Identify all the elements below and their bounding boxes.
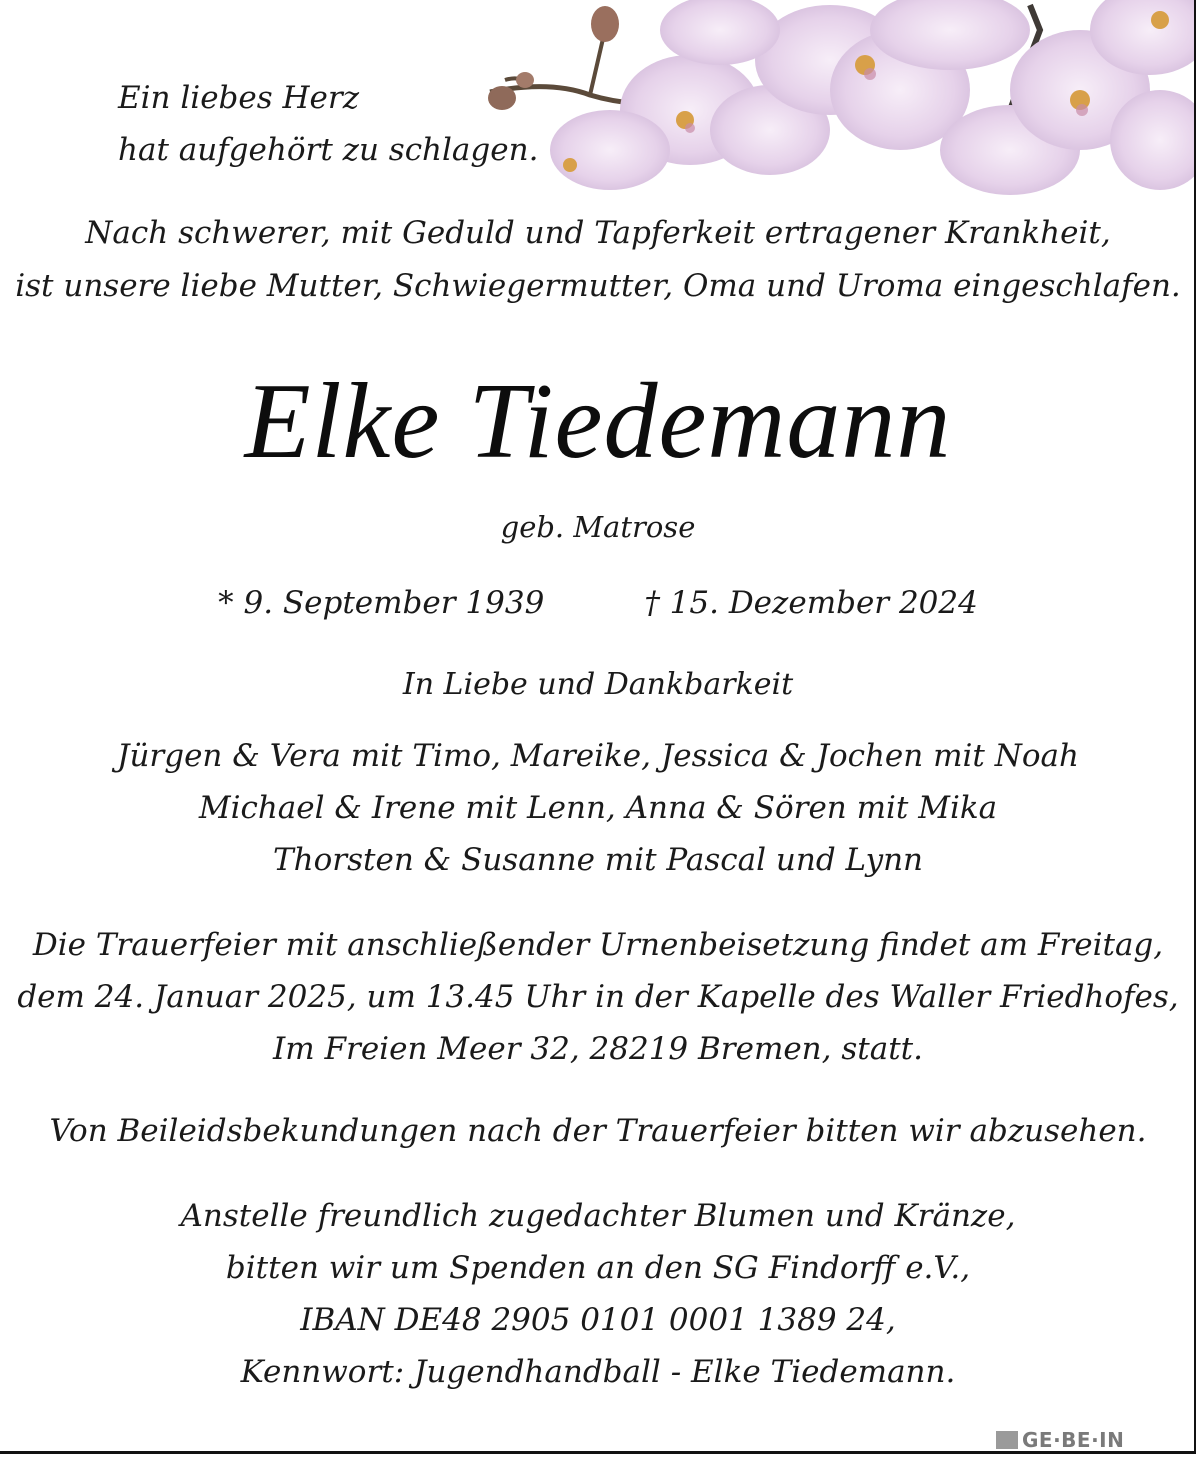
death-date: † 15. Dezember 2024 [644,585,978,621]
service-line: Die Trauerfeier mit anschließender Urnenbeisetzung findet am Freitag, [32,927,1164,963]
no-condolence-note: Von Beileidsbekundungen nach der Trauerfeier bitten wir abzusehen. [49,1113,1147,1149]
service-details [0,919,1196,1075]
birth-date: * 9. September 1939 [218,585,545,621]
family-list [0,730,1196,886]
service-line: Im Freien Meer 32, 28219 Bremen, statt. [273,1031,923,1067]
orchid-branch-icon [470,0,1196,200]
donation-line: Kennwort: Jugendhandball - Elke Tiedemann. [240,1354,956,1390]
motto-line: hat aufgehört zu schlagen. [118,132,539,168]
motto [118,72,538,176]
intro-text [0,207,1196,313]
donation-line: IBAN DE48 2905 0101 0001 1389 24, [300,1302,896,1338]
service-line: dem 24. Januar 2025, um 13.45 Uhr in der Kapelle des Waller Friedhofes, [17,979,1179,1015]
donation-request [0,1190,1196,1398]
maiden-name: geb. Matrose [500,510,696,544]
life-dates [0,581,1196,625]
love-line: In Liebe und Dankbarkeit [402,667,794,702]
logo-text: GE·BE·IN [1022,1428,1125,1452]
family-line: Thorsten & Susanne mit Pascal und Lynn [272,842,924,878]
intro-line: ist unsere liebe Mutter, Schwiegermutter, Oma und Uroma eingeschlafen. [15,268,1181,304]
donation-line: bitten wir um Spenden an den SG Findorff e.V., [225,1250,971,1286]
family-line: Michael & Irene mit Lenn, Anna & Sören mit Mika [198,790,998,826]
logo-mark-icon [996,1431,1018,1449]
publisher-logo [996,1428,1124,1452]
family-line: Jürgen & Vera mit Timo, Mareike, Jessica & Jochen mit Noah [117,738,1079,774]
intro-line: Nach schwerer, mit Geduld und Tapferkeit ertragener Krankheit, [85,215,1111,251]
motto-line: Ein liebes Herz [118,80,360,116]
deceased-name: Elke Tiedemann [244,362,952,481]
donation-line: Anstelle freundlich zugedachter Blumen und Kränze, [180,1198,1016,1234]
